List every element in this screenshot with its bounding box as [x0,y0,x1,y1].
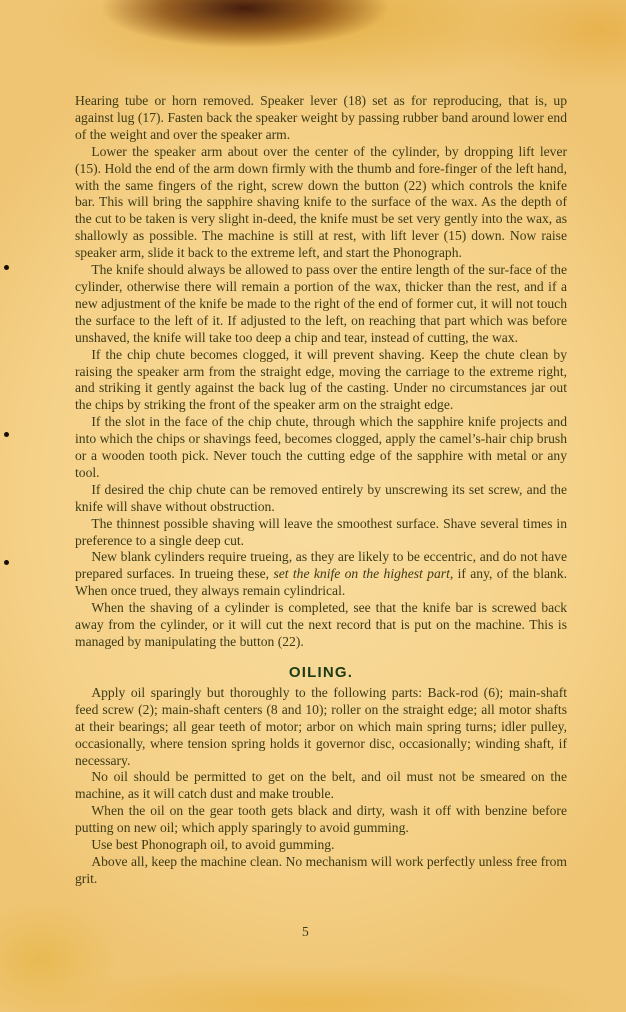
paragraph-best-oil: Use best Phonograph oil, to avoid gumming. [91,837,335,853]
ink-stain [4,265,9,270]
paragraph-thinnest-shaving: The thinnest possible shaving will leave the smoothest surface. Shave several times in preference to a single deep cut. [75,515,567,548]
ink-stain [4,432,9,437]
paragraph-remove-chute: If desired the chip chute can be removed entirely by unscrewing its set screw, and the knife will shave without obstruction. [75,481,567,514]
paragraph-slot-clogged: If the slot in the face of the chip chute, through which the sapphire knife projects and into which the chips or shavings feed, becomes clogged, apply the camel’s-hair chip brush or a wooden tooth pick. Never touch the cutting edge of the sapphire with metal or any tool. [75,414,567,480]
trueing-text-before: New blank cylinders require trueing, as they are likely to be eccentric, and do not have prepared surfaces. In trueing these, [75,549,567,582]
paragraph-apply-oil: Apply oil sparingly but thoroughly to the following parts: Back-rod (6); main-shaft feed screw (2); main-shaft centers (8 and 10); roller on the straight edge; all motor shafts at their bearings; all gear teeth of motor; arbor on which main spring turns; idler pulley, occasionally, where tension spring holds it governor disc, occasionally; winding shaft, if necessary. [75,684,567,768]
section-heading-oiling: OILING. [288,663,354,681]
trueing-text-italic: set the knife on the highest part, [273,566,454,582]
trueing-text-after: if any, of the blank. When once trued, they always remain cylindrical. [75,566,568,599]
paragraph-gear-tooth: When the oil on the gear tooth gets black and dirty, wash it off with benzine before putting on new oil; which apply sparingly to avoid gumming. [75,803,567,836]
paragraph-trueing [75,549,567,600]
page-number: 5 [302,924,309,939]
paragraph-knife-length: The knife should always be allowed to pass over the entire length of the sur-face of the cylinder, otherwise there will remain a portion of the wax, thicker than the rest, and if a new adjustment of the knife be made to the right of the end of former cut, it will not touch the surface to the left of it. If adjusted to the left, on reaching that part which was before unshaved, the knife will take too deep a chip and tear, instead of cutting, the wax. [75,262,567,345]
paragraph-keep-clean: Above all, keep the machine clean. No mechanism will work perfectly unless free from grit. [75,853,567,886]
paragraph-shaving-completed: When the shaving of a cylinder is completed, see that the knife bar is screwed back away from the cylinder, or it will cut the next record that is put on the machine. This is managed by manipulating the button (22). [75,600,567,649]
document-page [75,93,567,888]
paragraph-chip-chute-clogged: If the chip chute becomes clogged, it will prevent shaving. Keep the chute clean by raising the speaker arm from the straight edge, moving the carriage to the extreme right, and striking it gently against the back lug of the casting. Under no circumstances jar out the chips by striking the front of the speaker arm on the straight edge. [75,346,567,413]
paragraph-lower-speaker-arm: Lower the speaker arm about over the center of the cylinder, by dropping lift lever (15). Hold the end of the arm down firmly with the thumb and fore-finger of the left hand, with the same fingers of the right, screw down the button (22) which controls the knife bar. This will bring the sapphire shaving knife to the surface of the wax. As the depth of the cut to be taken is very slight in-deed, the knife must be set very gently into the wax, as shallowly as possible. The machine is still at rest, with lift lever (15) down. Now raise speaker arm, slide it back to the extreme left, and start the Phonograph. [75,143,567,261]
ink-stain [4,560,9,565]
paragraph-hearing-tube: Hearing tube or horn removed. Speaker lever (18) set as for reproducing, that is, up against lug (17). Fasten back the speaker weight by passing rubber band around lower end of the weight and over the speaker arm. [75,93,567,142]
paragraph-no-oil-belt: No oil should be permitted to get on the belt, and oil must not be smeared on the machine, as it will catch dust and make trouble. [75,769,567,802]
